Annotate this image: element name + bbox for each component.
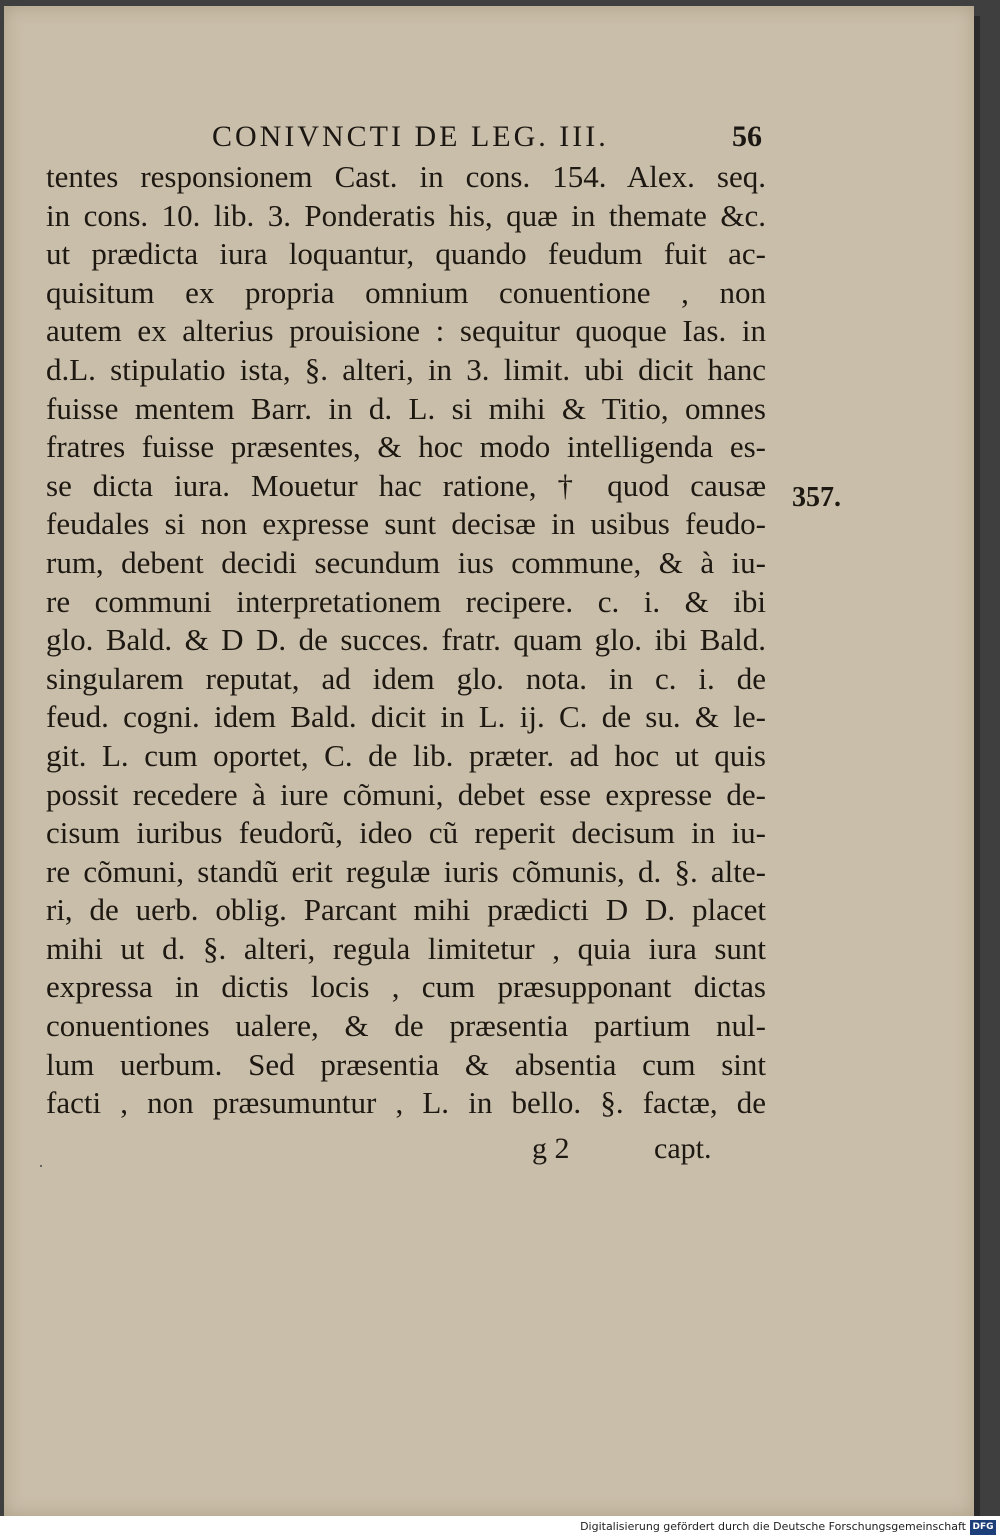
catchline <box>4 1132 974 1172</box>
folio-number: 56 <box>732 120 762 153</box>
text-line: fratres fuisse præsentes, & hoc modo intelligenda es- <box>46 429 766 465</box>
text-line: feud. cogni. idem Bald. dicit in L. ij. C. de su. & le- <box>46 699 766 735</box>
text-line: re cõmuni, standũ erit regulæ iuris cõmunis, d. §. alte- <box>46 853 766 889</box>
text-line: feudales si non expresse sunt decisæ in usibus feudo- <box>46 506 766 542</box>
book-page <box>4 6 974 1516</box>
text-line: cisum iuribus feudorũ, ideo cũ reperit decisum in iu- <box>46 815 766 851</box>
text-line: expressa in dictis locis , cum præsupponant dictas <box>46 969 766 1005</box>
catchword: capt. <box>654 1132 712 1165</box>
text-line: lum uerbum. Sed præsentia & absentia cum sint <box>46 1046 766 1082</box>
text-line: facti , non præsumuntur , L. in bello. §. factæ, de <box>46 1085 766 1121</box>
text-line: git. L. cum oportet, C. de lib. præter. ad hoc ut quis <box>46 737 766 773</box>
running-head: CONIVNCTI DE LEG. III. <box>212 120 609 153</box>
text-line: possit recedere à iure cõmuni, debet esse expresse de- <box>46 776 766 812</box>
text-line: se dicta iura. Mouetur hac ratione, † quod causæ <box>46 467 766 503</box>
stray-mark: · <box>38 1156 44 1176</box>
text-line: in cons. 10. lib. 3. Ponderatis his, quæ in themate &c. <box>46 197 766 233</box>
text-line: conuentiones ualere, & de præsentia partium nul- <box>46 1008 766 1044</box>
digitization-footer <box>0 1516 1000 1540</box>
signature-mark: g 2 <box>532 1132 570 1165</box>
footer-credit: Digitalisierung gefördert durch die Deutsche Forschungsgemeinschaft <box>580 1520 966 1533</box>
text-line: ut prædicta iura loquantur, quando feudum fuit ac- <box>46 236 766 272</box>
text-line: fuisse mentem Barr. in d. L. si mihi & Titio, omnes <box>46 390 766 426</box>
text-line: autem ex alterius prouisione : sequitur quoque Ias. in <box>46 313 766 349</box>
text-line: d.L. stipulatio ista, §. alteri, in 3. limit. ubi dicit hanc <box>46 351 766 387</box>
text-line: quisitum ex propria omnium conuentione , non <box>46 274 766 310</box>
text-line: mihi ut d. §. alteri, regula limitetur , quia iura sunt <box>46 930 766 966</box>
margin-note-number: 357. <box>792 482 841 513</box>
dfg-logo-icon: DFG <box>970 1520 996 1535</box>
page-header <box>4 116 974 156</box>
text-line: re communi interpretationem recipere. c. i. & ibi <box>46 583 766 619</box>
page-edge-shadow <box>974 16 980 1516</box>
text-line: tentes responsionem Cast. in cons. 154. Alex. seq. <box>46 159 766 194</box>
body-text <box>46 158 766 1123</box>
text-line: singularem reputat, ad idem glo. nota. in c. i. de <box>46 660 766 696</box>
text-line: glo. Bald. & D D. de succes. fratr. quam glo. ibi Bald. <box>46 622 766 658</box>
text-line: rum, debent decidi secundum ius commune, & à iu- <box>46 544 766 580</box>
text-line: ri, de uerb. oblig. Parcant mihi prædicti D D. placet <box>46 892 766 928</box>
